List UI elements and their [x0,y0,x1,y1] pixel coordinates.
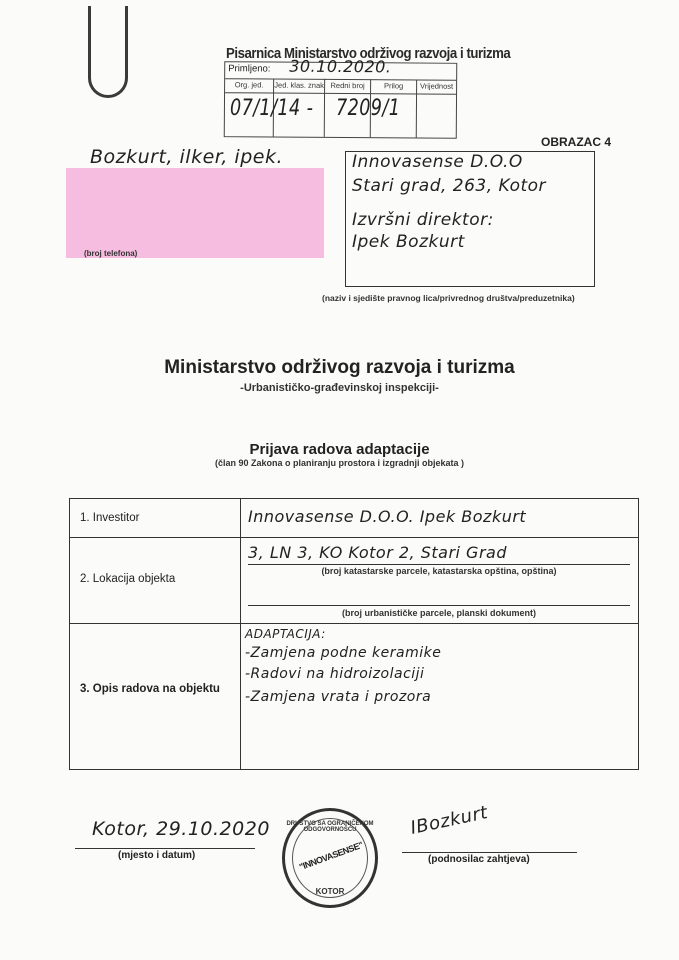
location-caption-urban: (broj urbanističke parcele, planski dokument) [341,608,537,618]
received-label: Primljeno: [228,63,271,75]
seal-bottom-text: KOTOR [315,887,345,896]
received-date: 30.10.2020. [289,56,392,77]
description-line-2: -Zamjena podne keramike [245,645,442,661]
phone-caption: (broj telefona) [84,249,138,258]
company-name: Innovasense D.O.O [352,152,523,172]
signature-line [402,852,577,853]
row-location-value: 3, LN 3, KO Kotor 2, Stari Grad [248,543,507,562]
redaction-block [66,168,324,258]
location-caption-cadastral: (broj katastarske parcele, katastarska opština, opština) [321,566,557,576]
col-class-code: Jed. klas. znak [274,79,325,93]
signature-caption: (podnosilac zahtjeva) [428,854,530,865]
place-date-caption: (mjesto i datum) [118,850,196,861]
paperclip-icon [88,6,128,98]
serial-value: 7209/1 [336,96,401,121]
row-description-label: 3. Opis radova na objektu [80,683,220,695]
company-director: Ipek Bozkurt [352,232,465,252]
place-date-line [75,848,255,849]
applicant-name: Bozkurt, ilker, ipek. [90,146,283,168]
description-line-1: ADAPTACIJA: [245,627,326,641]
col-org-unit: Org. jed. [225,78,274,92]
form-title: Prijava radova adaptacije [249,441,430,458]
ministry-subtitle: -Urbanističko-građevinskoj inspekciji- [240,382,439,394]
col-serial-no: Redni broj [325,79,371,93]
org-unit-value: 07/1/14 - [230,96,314,121]
col-value: Vrijednost [420,81,454,91]
applicant-signature: IBozkurt [408,802,490,839]
seal-center-text: "INNOVASENSE" [297,839,365,873]
col-attachment: Prilog [371,79,417,93]
company-address: Stari grad, 263, Kotor [352,176,547,196]
form-subtitle: (član 90 Zakona o planiranju prostora i izgradnji objekata ) [214,458,465,468]
row-investor-value: Innovasense D.O.O. Ipek Bozkurt [248,507,527,526]
place-date-value: Kotor, 29.10.2020 [92,818,270,840]
description-line-4: -Zamjena vrata i prozora [245,689,432,705]
application-table [69,498,639,770]
description-line-3: -Radovi na hidroizolaciji [245,666,425,682]
row-investor-label: 1. Investitor [80,512,140,524]
company-box [345,151,595,287]
company-caption: (naziv i sjedište pravnog lica/privrednog društva/preduzetnika) [322,293,575,303]
company-role: Izvršni direktor: [352,210,494,230]
row-location-label: 2. Lokacija objekta [80,573,176,585]
form-code: OBRAZAC 4 [541,135,612,149]
ministry-title: Ministarstvo održivog razvoja i turizma [164,357,515,378]
company-seal [282,808,378,908]
registry-stamp-title: Pisarnica Ministarstvo održivog razvoja i turizma [226,45,511,62]
seal-ring-text: DRUŠTVO SA OGRANIČENOM ODGOVORNOŠĆU [286,821,374,833]
